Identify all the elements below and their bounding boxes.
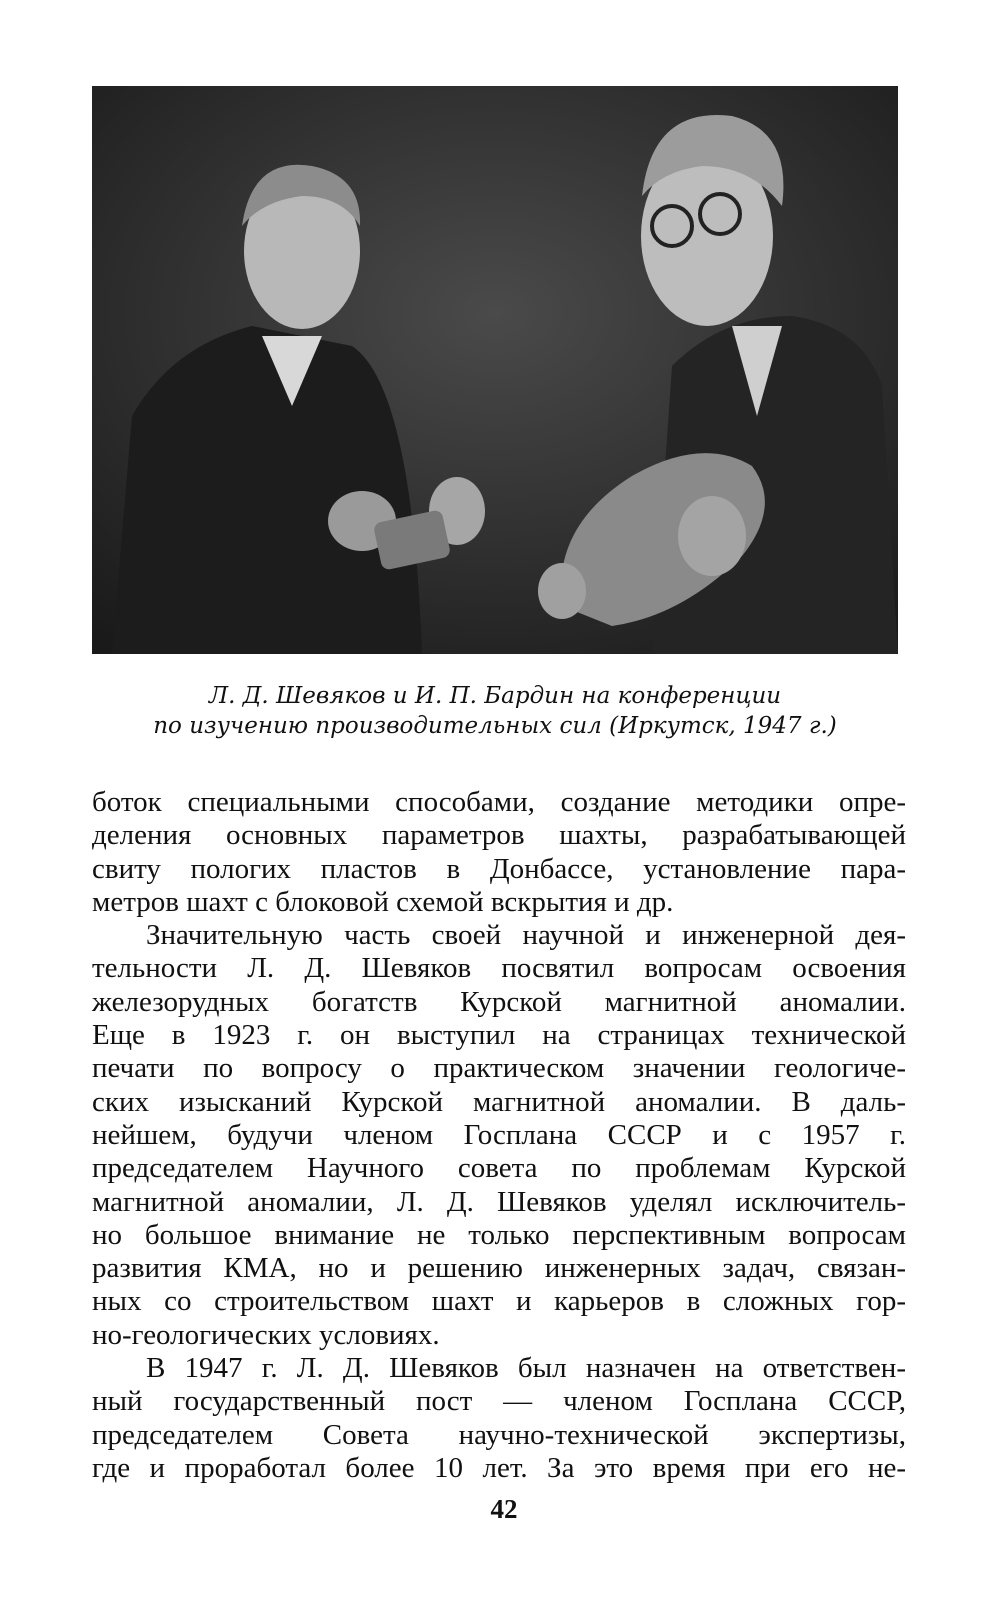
text-line: магнитной аномалии, Л. Д. Шевяков уделял исключитель- [92,1185,906,1218]
text-line: печати по вопросу о практическом значении геологиче- [92,1052,906,1085]
text-line: метров шахт с блоковой схемой вскрытия и др. [92,885,674,918]
right-man-hand-lower [538,563,586,619]
caption-line: по изучению производительных сил (Иркутск, 1947 г.) [153,713,837,739]
text-line: ный государственный пост — членом Госплана СССР, [92,1385,906,1418]
text-line: где и проработал более 10 лет. За это время при его не- [92,1451,906,1484]
text-line: председателем Научного совета по проблемам Курской [92,1152,906,1185]
photograph [92,86,898,654]
right-man-hand [678,496,746,576]
photo-caption [92,681,898,741]
text-line: развития КМА, но и решению инженерных задач, связан- [92,1252,906,1285]
text-line: председателем Совета научно-технической экспертизы, [92,1418,906,1451]
text-line: свиту пологих пластов в Донбассе, установление пара- [92,852,906,885]
text-line: ных со строительством шахт и карьеров в сложных гор- [92,1285,906,1318]
text-line: нейшем, будучи членом Госплана СССР и с 1957 г. [92,1118,906,1151]
text-line: боток специальными способами, создание методики опре- [92,786,906,818]
text-line: ских изысканий Курской магнитной аномалии. В даль- [92,1085,906,1118]
text-line: деления основных параметров шахты, разрабатывающей [92,819,906,852]
body-text [92,786,906,1485]
text-line: железорудных богатств Курской магнитной аномалии. [92,985,906,1018]
text-line: Еще в 1923 г. он выступил на страницах технической [92,1019,906,1052]
page-number: 42 [490,1494,518,1524]
photo-illustration [92,86,898,654]
caption-line: Л. Д. Шевяков и И. П. Бардин на конференции [208,683,782,709]
text-line: Значительную часть своей научной и инженерной дея- [146,919,906,952]
text-line: тельности Л. Д. Шевяков посвятил вопросам освоения [92,952,906,985]
text-line: но большое внимание не только перспективным вопросам [92,1218,906,1251]
text-line: но-геологических условиях. [92,1318,440,1351]
text-line: В 1947 г. Л. Д. Шевяков был назначен на ответствен- [146,1352,906,1385]
